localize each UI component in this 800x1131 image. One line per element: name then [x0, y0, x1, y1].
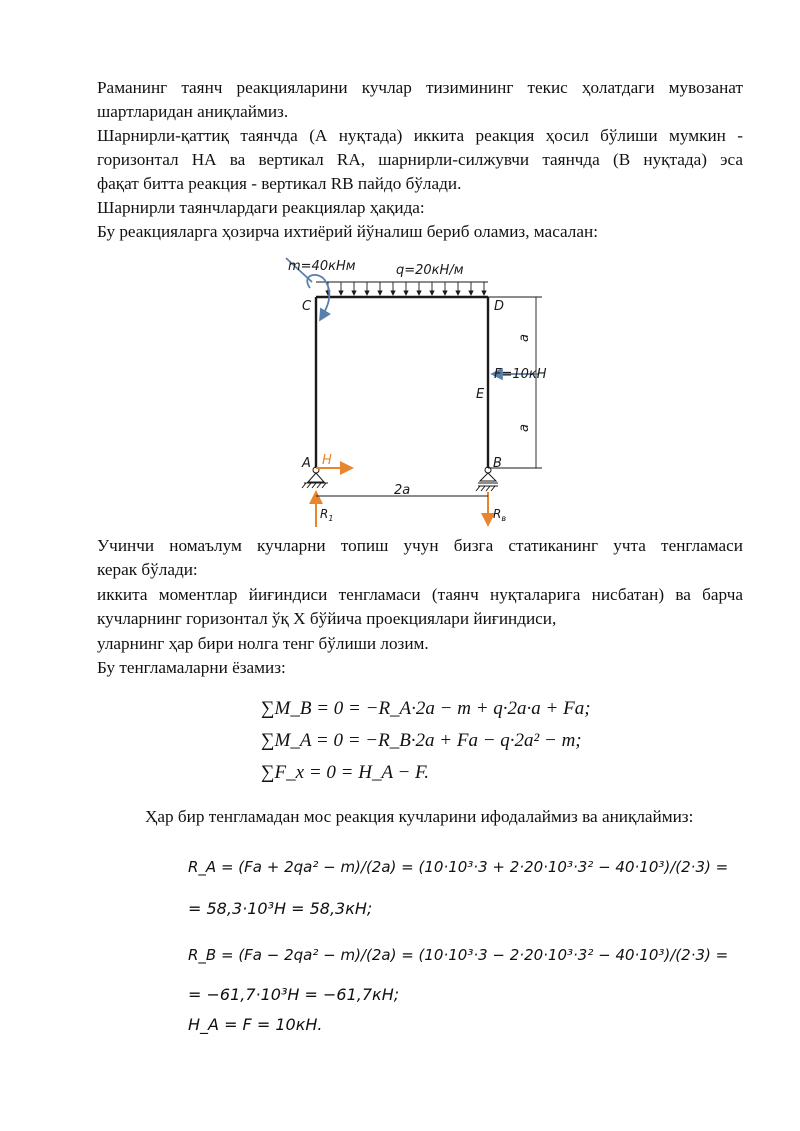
frame-members — [316, 297, 488, 468]
distributed-load-arrows — [328, 282, 484, 295]
text-line: Учинчи номаълум кучларни топиш учун бизга статиканинг учта тенгламаси — [97, 536, 743, 555]
text-line: фақат битта реакция - вертикал RB пайдо бўлади. — [97, 174, 462, 193]
paragraph-4 — [97, 220, 743, 244]
solution-ra-result: = 58,3·10³H = 58,3кН; — [188, 899, 373, 918]
reaction-r2-label: $R_в$ — [493, 507, 507, 523]
paragraph-1 — [97, 76, 743, 124]
reaction-h-label: H — [322, 453, 332, 468]
reaction-r1-label: $R_1$ — [320, 507, 334, 523]
moment-label: m=40кНм — [288, 259, 356, 274]
paragraph-6 — [97, 583, 743, 631]
solution-rb-formula: R_B = (Fa − 2qa² − m)/(2a) = (10·10³·3 − 2·20·10³·3² − 40·10³)/(2·3) = — [188, 946, 729, 964]
equilibrium-equations — [255, 690, 615, 790]
text-line: керак бўлади: — [97, 560, 198, 579]
text-line: шартларидан аниқлаймиз. — [97, 102, 289, 121]
load-label: q=20кН/м — [396, 263, 464, 278]
node-c-label: C — [302, 299, 312, 314]
text-line: горизонтал НА ва вертикал RA, шарнирли-силжувчи таянчда (В нуқтада) эса — [97, 150, 743, 169]
frame-diagram — [280, 252, 560, 532]
equation-sum-ma: ∑M_A = 0 = −R_B·2a + Fa − q·2a² − m; — [261, 730, 582, 751]
equation-sum-mb: ∑M_B = 0 = −R_A·2a − m + q·2a·a + Fa; — [261, 698, 591, 719]
text-line: уларнинг ҳар бири нолга тенг бўлиши лозим. — [97, 634, 429, 653]
node-b-label: B — [493, 456, 502, 471]
solution-ra-formula: R_A = (Fa + 2qa² − m)/(2a) = (10·10³·3 + 2·20·10³·3² − 40·10³)/(2·3) = — [188, 858, 729, 876]
node-a-label: A — [302, 456, 311, 471]
paragraph-3 — [97, 196, 743, 220]
dim-bottom-label: a — [517, 424, 532, 432]
paragraph-9 — [145, 805, 743, 829]
text-line: Бу тенгламаларни ёзамиз: — [97, 658, 286, 677]
text-line: Шарнирли таянчлардаги реакциялар ҳақида: — [97, 198, 425, 217]
text-line: кучларнинг горизонтал ўқ X бўйича проекциялари йиғиндиси, — [97, 609, 557, 628]
solution-rb-result: = −61,7·10³H = −61,7кН; — [188, 985, 400, 1004]
span-label: 2a — [394, 483, 411, 498]
paragraph-5 — [97, 534, 743, 582]
equation-sum-fx: ∑F_x = 0 = H_A − F. — [261, 762, 429, 783]
text-line: иккита моментлар йиғиндиси тенгламаси (таянч нуқталарига нисбатан) ва барча — [97, 585, 743, 604]
text-line: Ҳар бир тенгламадан мос реакция кучларини ифодалаймиз ва аниқлаймиз: — [145, 807, 694, 826]
force-f-label: F=10кН — [494, 367, 547, 382]
paragraph-7 — [97, 632, 743, 656]
height-dimension — [488, 297, 542, 468]
text-line: Бу реакцияларга ҳозирча ихтиёрий йўналиш бериб оламиз, масалан: — [97, 222, 598, 241]
node-e-label: E — [476, 387, 485, 402]
paragraph-8 — [97, 656, 743, 680]
dim-top-label: a — [517, 334, 532, 342]
node-d-label: D — [494, 299, 505, 314]
solution-ha-result: H_A = F = 10кН. — [188, 1015, 323, 1034]
text-line: Раманинг таянч реакцияларини кучлар тизимининг текис ҳолатдаги мувозанат — [97, 78, 743, 97]
paragraph-2 — [97, 124, 743, 196]
reaction-solutions — [188, 838, 729, 1038]
text-line: Шарнирли-қаттиқ таянчда (А нуқтада) иккита реакция ҳосил бўлиши мумкин - — [97, 126, 743, 145]
